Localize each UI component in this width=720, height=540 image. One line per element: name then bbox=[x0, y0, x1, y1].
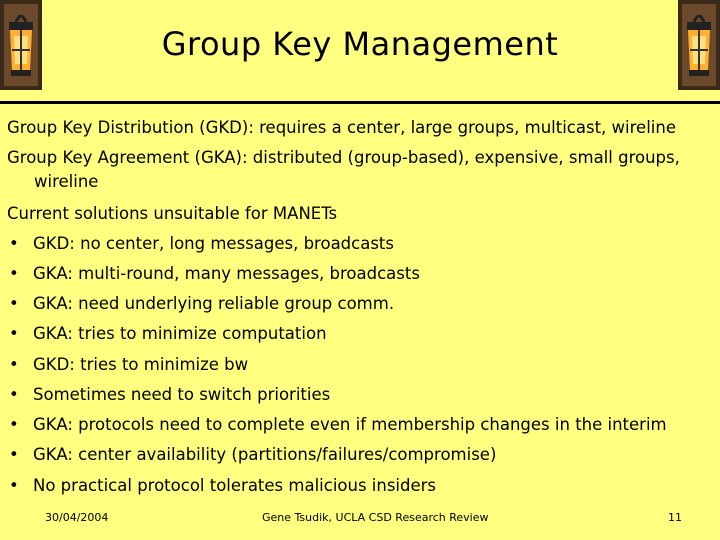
bullet-icon: • bbox=[9, 324, 19, 343]
bullet-icon: • bbox=[9, 264, 19, 283]
paragraph-current-solutions: Current solutions unsuitable for MANETs bbox=[7, 204, 338, 223]
paragraph-gka-line2: wireline bbox=[34, 172, 99, 191]
paragraph-gka-line1: Group Key Agreement (GKA): distributed (group-based), expensive, small groups, bbox=[7, 148, 680, 167]
bullet-icon: • bbox=[9, 294, 19, 313]
slide-title: Group Key Management bbox=[161, 25, 559, 63]
list-item-text: GKD: tries to minimize bw bbox=[33, 355, 249, 374]
paragraph-gka bbox=[7, 146, 680, 194]
lantern-icon bbox=[678, 0, 720, 90]
list-item-text: GKD: no center, long messages, broadcasts bbox=[33, 234, 395, 253]
list-item-text: GKA: need underlying reliable group comm. bbox=[33, 294, 395, 313]
bullet-icon: • bbox=[9, 385, 19, 404]
lantern-icon bbox=[0, 0, 42, 90]
page-number: 11 bbox=[668, 511, 682, 524]
bullet-icon: • bbox=[9, 415, 19, 434]
bullet-icon: • bbox=[9, 355, 19, 374]
bullet-icon: • bbox=[9, 476, 19, 495]
list-item-text: GKA: tries to minimize computation bbox=[33, 324, 327, 343]
footer-date: 30/04/2004 bbox=[45, 511, 109, 524]
list-item-text: GKA: multi-round, many messages, broadcasts bbox=[33, 264, 420, 283]
bullet-icon: • bbox=[9, 445, 19, 464]
bullet-icon: • bbox=[9, 234, 19, 253]
list-item-text: GKA: protocols need to complete even if membership changes in the interim bbox=[33, 415, 667, 434]
list-item-text: No practical protocol tolerates malicious insiders bbox=[33, 476, 437, 495]
paragraph-gkd: Group Key Distribution (GKD): requires a center, large groups, multicast, wireline bbox=[7, 118, 676, 137]
footer-author: Gene Tsudik, UCLA CSD Research Review bbox=[262, 511, 489, 524]
list-item-text: GKA: center availability (partitions/failures/compromise) bbox=[33, 445, 497, 464]
title-divider bbox=[0, 101, 720, 104]
list-item-text: Sometimes need to switch priorities bbox=[33, 385, 331, 404]
